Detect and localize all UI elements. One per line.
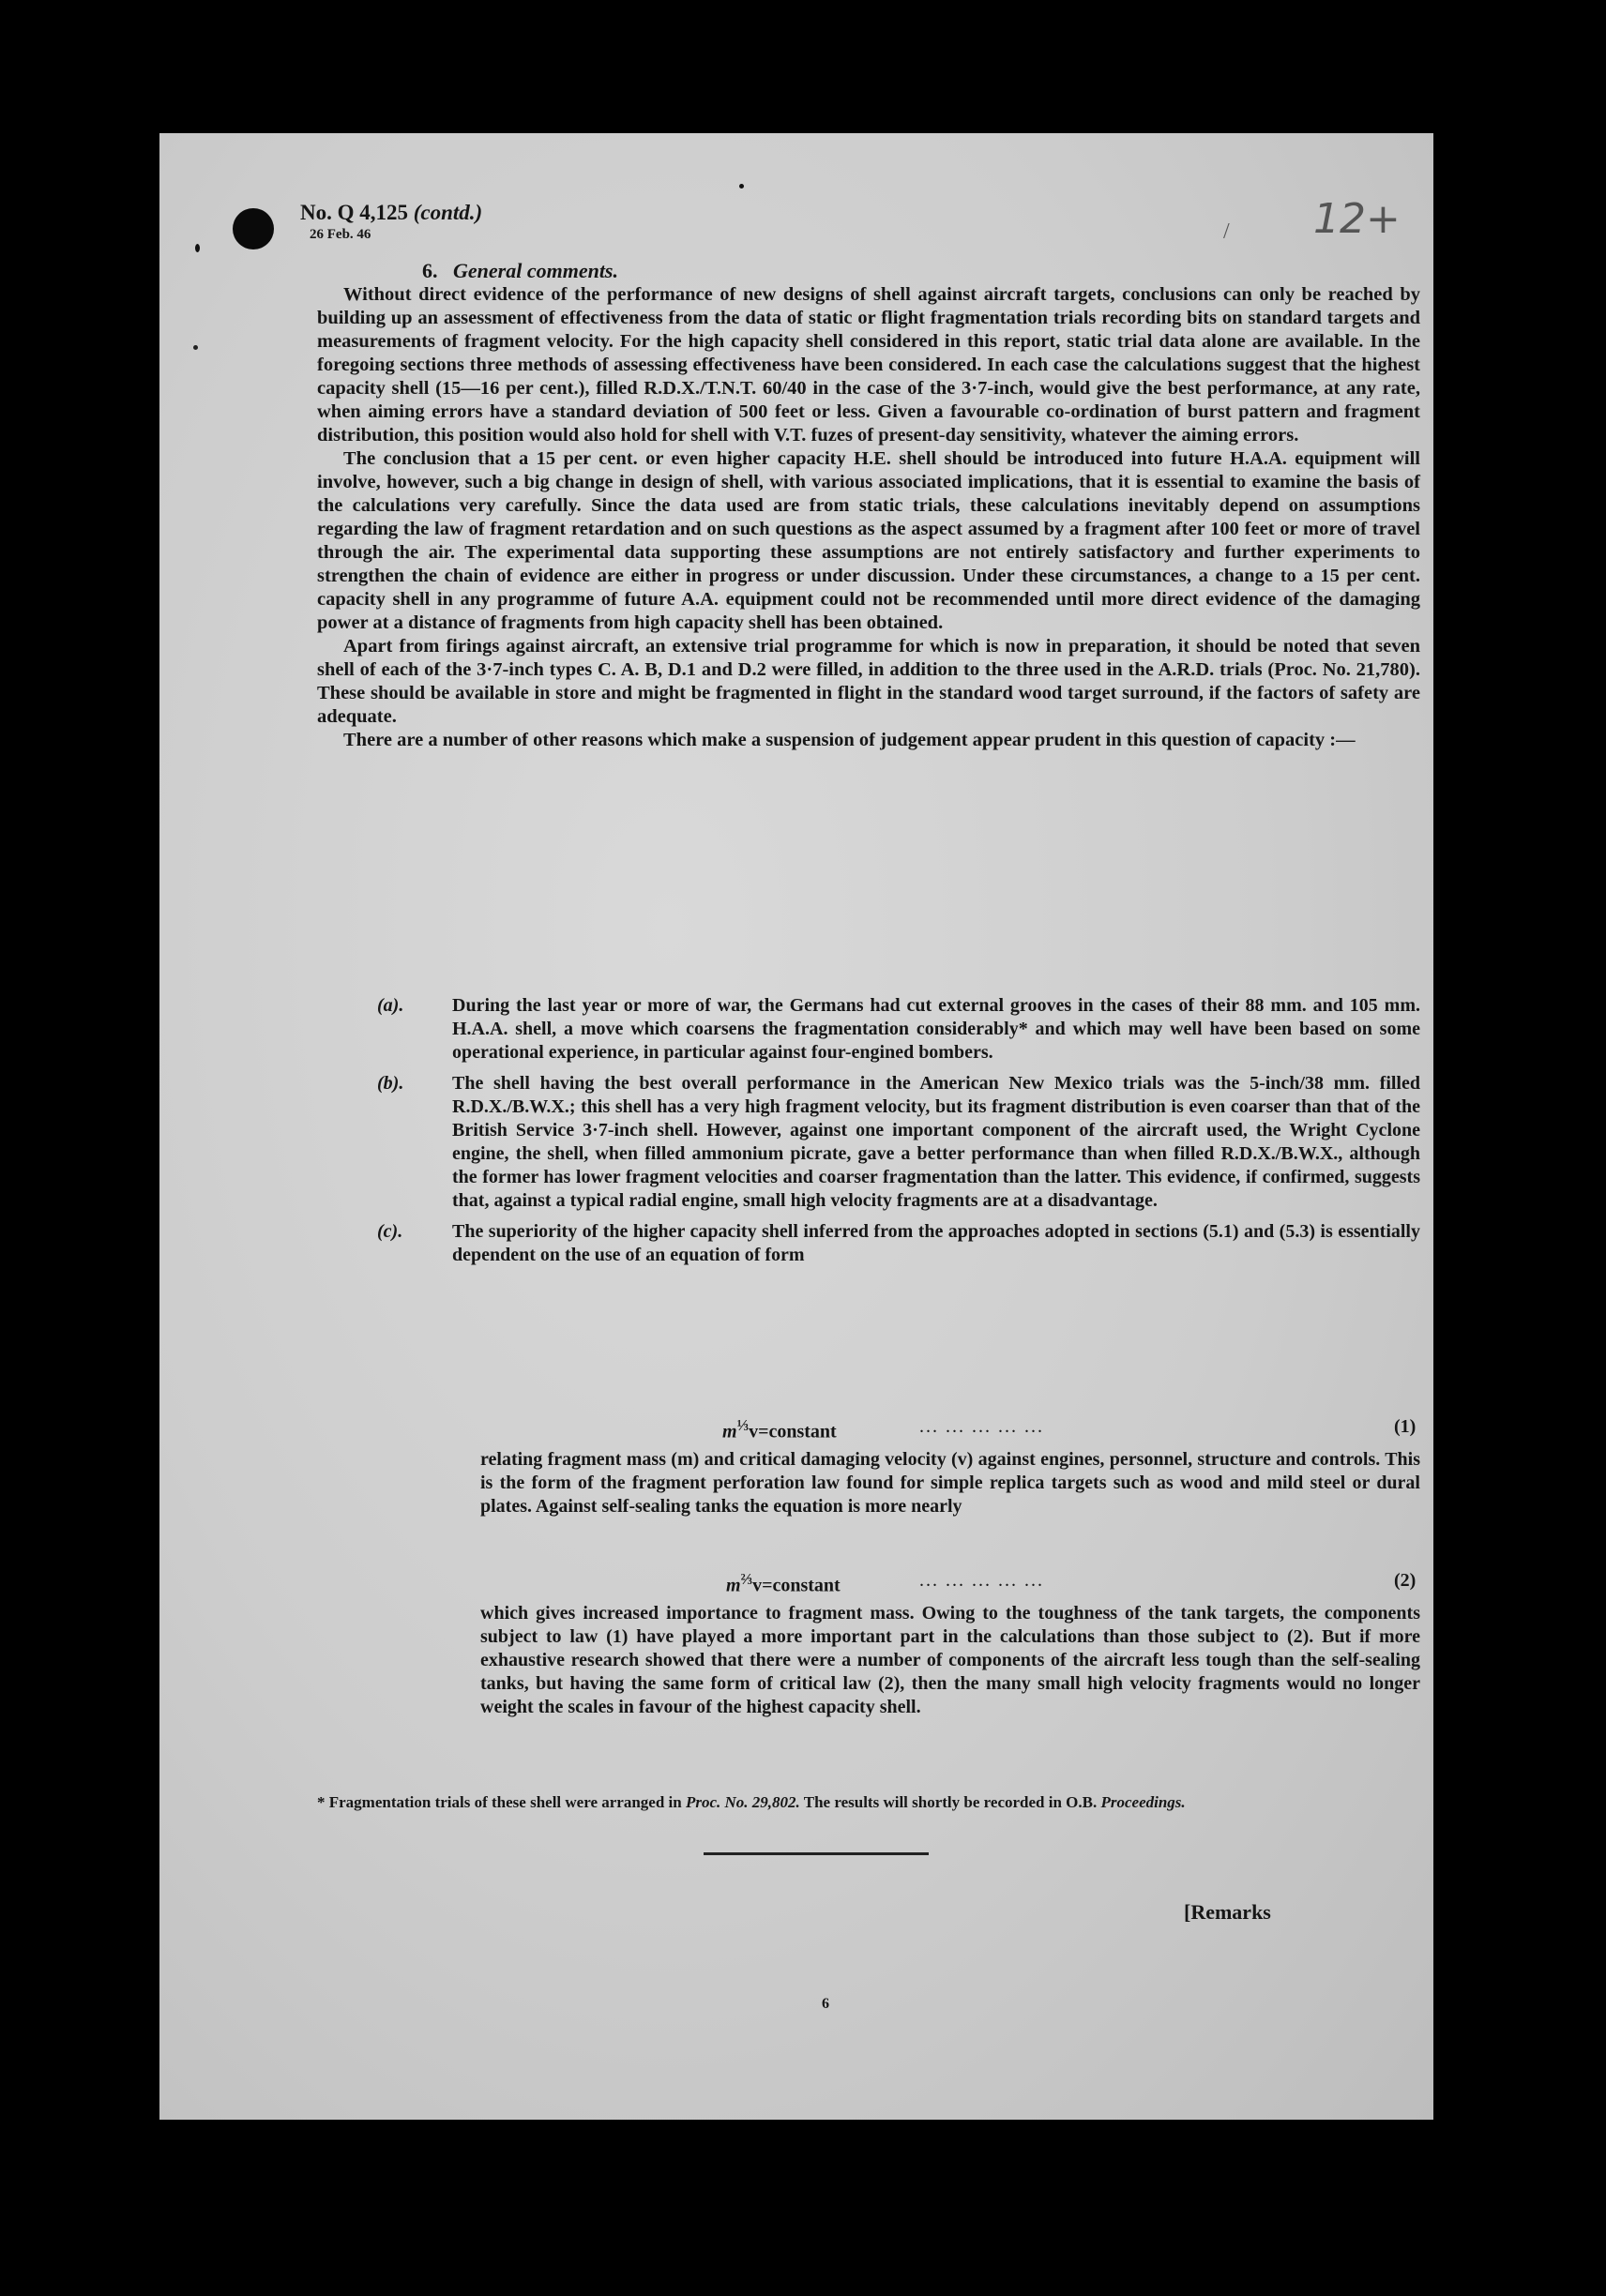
footnote xyxy=(317,1791,1420,1813)
section-title: General comments. xyxy=(453,259,618,282)
section-number: 6. xyxy=(422,259,438,282)
end-rule xyxy=(704,1852,929,1855)
speck xyxy=(739,184,744,189)
speck xyxy=(193,345,198,350)
equation-exponent: ⅔ xyxy=(740,1570,753,1588)
list-label: (b). xyxy=(377,1073,404,1094)
footnote-text: * Fragmentation trials of these shell were arranged in xyxy=(317,1793,682,1811)
equation-rhs: v=constant xyxy=(749,1421,837,1443)
paragraph: Without direct evidence of the performance of new designs of shell against aircraft targets, conclusions can only be reached by building up an assessment of effectiveness from the data of static or flight fragmentation trials recording bits on standard targets and measurements of fragment velocity. For the high capacity shell considered in this report, static trial data alone are available. In the foregoing sections three methods of assessing effectiveness have been considered. In each case the calculations suggest that the highest capacity shell (15—16 per cent.), filled R.D.X./T.N.T. 60/40 in the case of the 3·7-inch, would give the best performance, at any rate, when aiming errors have a standard deviation of 500 feet or less. Given a favourable co-ordination of burst pattern and fragment distribution, this position would also hold for shell with V.T. fuzes of present-day sensitivity, whatever the aiming errors. xyxy=(317,284,1420,446)
reference-text: No. Q 4,125 xyxy=(300,201,408,224)
document-page xyxy=(159,133,1433,2120)
equation-leader-dots: ... ... ... ... ... xyxy=(919,1416,1044,1437)
catchword: [Remarks xyxy=(1184,1900,1271,1924)
equation-leader-dots: ... ... ... ... ... xyxy=(919,1570,1044,1591)
footnote-proc-ref: Proc. No. 29,802. xyxy=(685,1793,800,1811)
reference-suffix: (contd.) xyxy=(413,201,483,224)
equation-variable: m xyxy=(726,1575,741,1596)
paragraph: There are a number of other reasons which make a suspension of judgement appear prudent in this question of capacity :— xyxy=(343,730,1356,750)
list-item xyxy=(377,994,1420,1065)
footnote-proceedings: Proceedings. xyxy=(1100,1793,1186,1811)
reasons-list xyxy=(377,994,1420,1267)
paragraph: Apart from firings against aircraft, an extensive trial programme for which is now in preparation, it should be noted that seven shell of each of the 3·7-inch types C. A. B, D.1 and D.2 were filled, in addition to the three used in the A.R.D. trials (Proc. No. 21,780). These should be available in store and might be fragmented in flight in the standard wood target surround, if the factors of safety are adequate. xyxy=(317,636,1420,727)
list-item xyxy=(377,1072,1420,1213)
equation-exponent: ⅓ xyxy=(736,1416,750,1434)
footnote-text: The results will shortly be recorded in O.B. xyxy=(803,1793,1098,1811)
list-text: During the last year or more of war, the Germans had cut external grooves in the cases of their 88 mm. and 105 mm. H.A.A. shell, a move which coarsens the fragmentation considerably* and which may well have been based on some operational experience, in particular against four-engined bombers. xyxy=(452,995,1420,1063)
equation-number: (1) xyxy=(1394,1416,1417,1437)
list-text: The shell having the best overall performance in the American New Mexico trials was the 5-inch/38 mm. filled R.D.X./B.W.X.; this shell has a very high fragment velocity, but its fragment distribution is even coarser than that of the British Service 3·7-inch shell. However, against one important component of the aircraft used, the Wright Cyclone engine, the shell, when filled ammonium picrate, gave a better performance than when filled R.D.X./B.W.X., although the former has lower fragment velocities and coarser fragmentation than the latter. This evidence, if confirmed, suggests that, against a typical radial engine, small high velocity fragments are at a disadvantage. xyxy=(452,1073,1420,1211)
continuation-text: relating fragment mass (m) and critical damaging velocity (v) against engines, personnel, structure and controls. This is the form of the fragment perforation law found for simple replica targets such as wood and mild steel or dural plates. Against self-sealing tanks the equation is more nearly xyxy=(480,1449,1420,1517)
page-number: 6 xyxy=(822,1996,829,2012)
list-item xyxy=(377,1220,1420,1267)
list-label: (c). xyxy=(377,1221,403,1242)
paragraph: The conclusion that a 15 per cent. or even higher capacity H.E. shell should be introduced into future H.A.A. equipment will involve, however, such a big change in design of shell, with various associated implications, that it is essential to examine the basis of the calculations very carefully. Since the data used are from static trials, these calculations inevitably depend on assumptions regarding the law of fragment retardation and on such questions as the aspect assumed by a fragment after 100 feet or more of travel through the air. The experimental data supporting these assumptions are not entirely satisfactory and further experiments to strengthen the chain of evidence are either in progress or under discussion. Under these circumstances, a change to a 15 per cent. capacity shell in any programme of future A.A. equipment could not be recommended until more direct evidence of the damaging power at a distance of fragments from high capacity shell has been obtained. xyxy=(317,448,1420,633)
document-date: 26 Feb. 46 xyxy=(310,227,371,242)
equation-2 xyxy=(726,1570,841,1597)
equation-rhs: v=constant xyxy=(752,1575,841,1596)
equation-number: (2) xyxy=(1394,1570,1417,1591)
continuation-text: which gives increased importance to fragment mass. Owing to the toughness of the tank targets, the components subject to law (1) have played a more important part in the calculations than those subject to (2). But if more exhaustive research showed that there were a number of components of the aircraft less tough than the self-sealing tanks, but having the same form of critical law (2), then the many small high velocity fragments would no longer weight the scales in favour of the highest capacity shell. xyxy=(480,1603,1420,1717)
pencil-tick: / xyxy=(1223,219,1230,244)
pencil-annotation: 12+ xyxy=(1313,195,1401,243)
reference-number xyxy=(300,201,482,225)
punch-hole-icon xyxy=(233,208,274,249)
equation-1 xyxy=(722,1416,837,1443)
speck xyxy=(195,244,200,252)
body-paragraphs xyxy=(317,283,1420,752)
section-heading xyxy=(422,259,618,283)
list-label: (a). xyxy=(377,995,404,1016)
equation-variable: m xyxy=(722,1421,737,1443)
list-text: The superiority of the higher capacity shell inferred from the approaches adopted in sections (5.1) and (5.3) is essentially dependent on the use of an equation of form xyxy=(452,1221,1420,1265)
